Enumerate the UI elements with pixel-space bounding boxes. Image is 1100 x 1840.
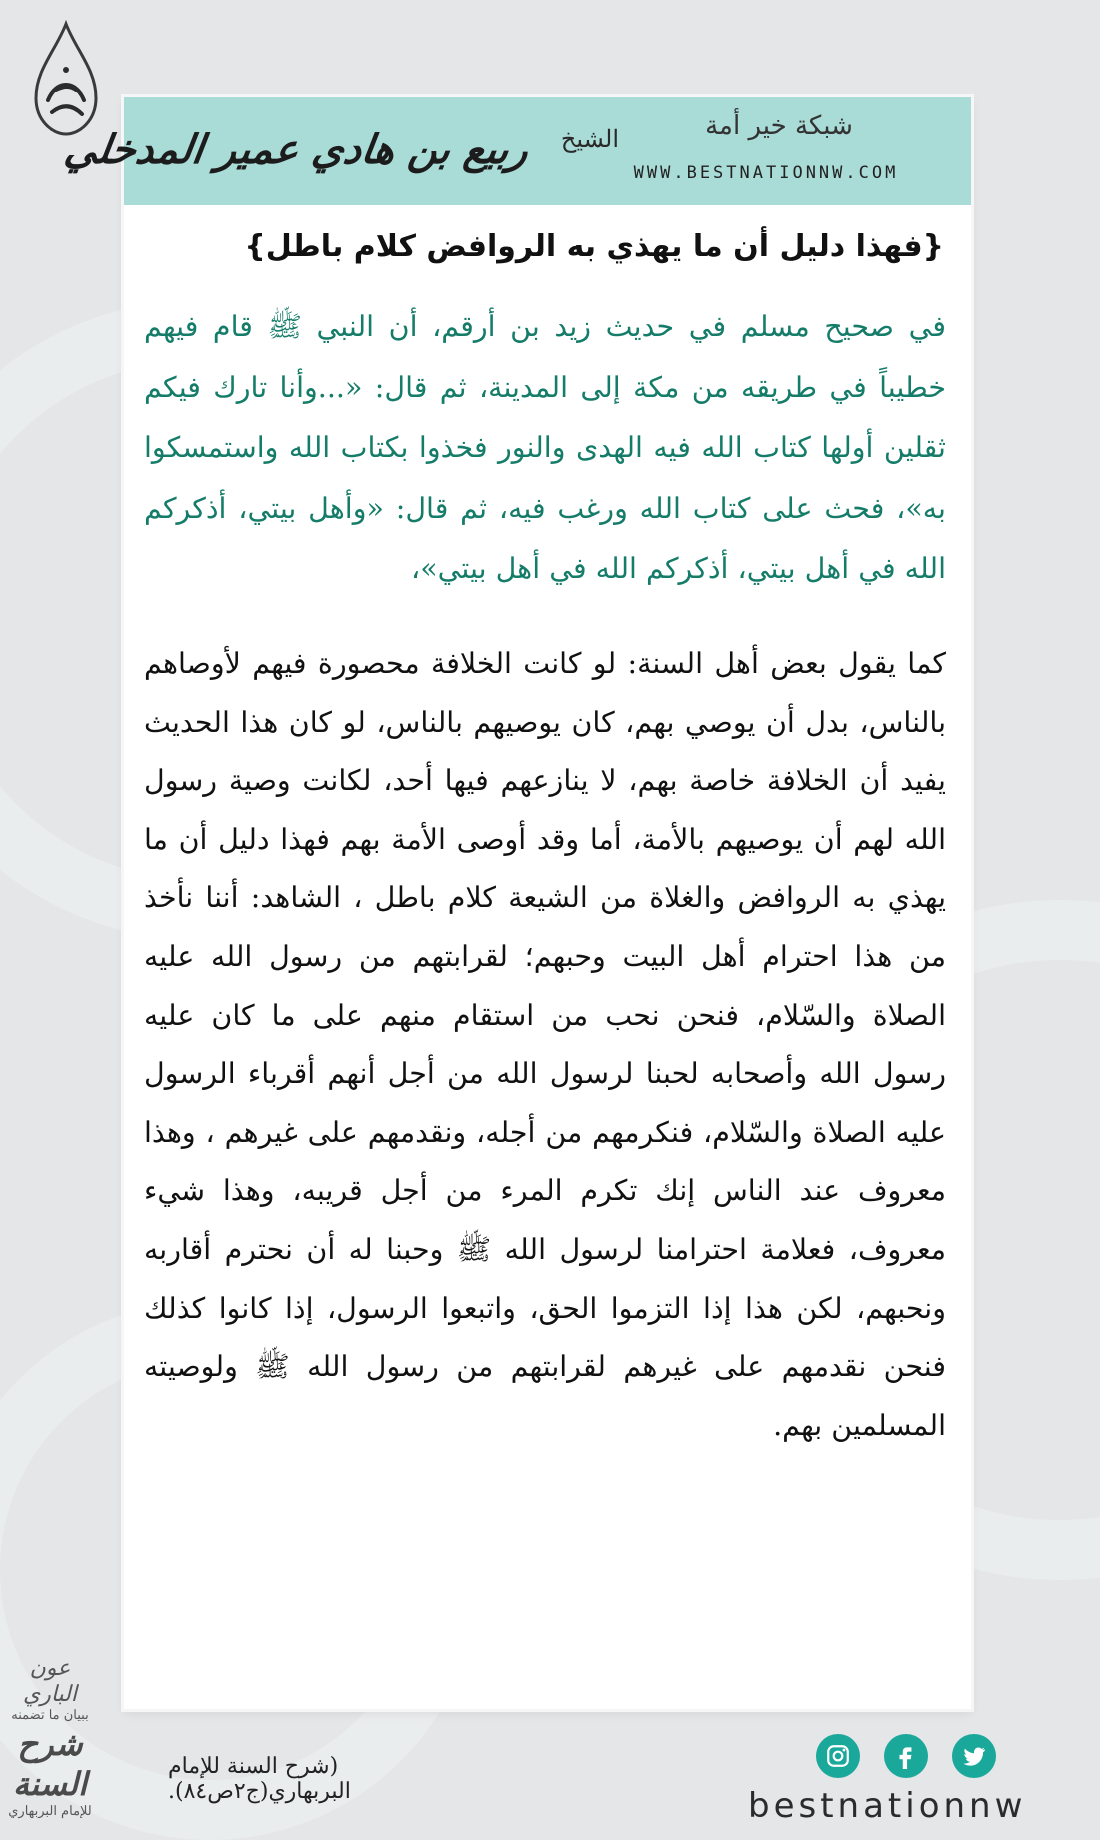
source-citation: (شرح السنة للإمام البربهاري(ج٢ص٨٤). (168, 1754, 351, 1804)
card-header (61, 97, 971, 205)
network-name: شبكة خير أمة (705, 111, 853, 141)
twitter-icon[interactable] (952, 1734, 996, 1778)
network-url[interactable]: WWW.BESTNATIONNW.COM (633, 163, 899, 183)
hadith-quote: في صحيح مسلم في حديث زيد بن أرقم، أن النبي ﷺ قام فيهم خطيباً في طريقه من مكة إلى المدينة، ثم قال: «...وأنا تارك فيكم ثقلين أولها كتاب الله فيه الهدى والنور فخذوا بكتاب الله واستمسكوا به»، فحث على كتاب الله ورغب فيه، ثم قال: «وأهل بيتي، أذكركم الله في أهل بيتي، أذكركم الله في أهل بيتي»، (144, 310, 946, 586)
book-logo-line3: شرح السنة (13, 1725, 87, 1803)
article-heading: {فهذا دليل أن ما يهذي به الروافض كلام باطل} (244, 229, 944, 264)
brand-name: bestnationnw (748, 1786, 1027, 1826)
book-logo-line4: للإمام البربهاري (8, 1804, 92, 1819)
article-body: كما يقول بعض أهل السنة: لو كانت الخلافة محصورة فيهم لأوصاهم بالناس، بدل أن يوصي بهم، كان يوصيهم بالناس، لو كان هذا الحديث يفيد أن الخلافة خاصة بهم، لا ينازعهم فيها أحد، لكانت وصية رسول الله لهم أن يوصيهم بالأمة، أما وقد أوصى الأمة بهم فهذا دليل أن ما يهذي به الروافض والغلاة من الشيعة كلام باطل ، الشاهد: أننا نأخذ من هذا احترام أهل البيت وحبهم؛ لقرابتهم من رسول الله عليه الصلاة والسّلام، فنحن نحب من استقام منهم على ما كان عليه رسول الله وأصحابه لحبنا لرسول الله من أجل أنهم أقرباء الرسول عليه الصلاة والسّلام، فنكرمهم من أجله، ونقدمهم على غيرهم ، وهذا معروف عند الناس إنك تكرم المرء من أجل قريبه، وهذا شيء معروف، فعلامة احترامنا لرسول الله ﷺ وحبنا له أن نحترم أقاربه ونحبهم، لكن هذا إذا التزموا الحق، واتبعوا الرسول، إذا كانوا كذلك فنحن نقدمهم على غيرهم لقرابتهم من رسول الله ﷺ ولوصيته المسلمين بهم. (144, 647, 946, 1442)
shaikh-title: الشيخ (560, 125, 619, 153)
instagram-icon[interactable] (816, 1734, 860, 1778)
book-logo-line2: ببيان ما تضمنه (11, 1708, 89, 1723)
shaikh-name: ربيع بن هادي عمير المدخلي (61, 126, 532, 173)
book-logo-line1: عون الباري (22, 1656, 77, 1707)
content-card (61, 97, 971, 1709)
book-logo (8, 1656, 92, 1819)
facebook-icon[interactable] (884, 1734, 928, 1778)
